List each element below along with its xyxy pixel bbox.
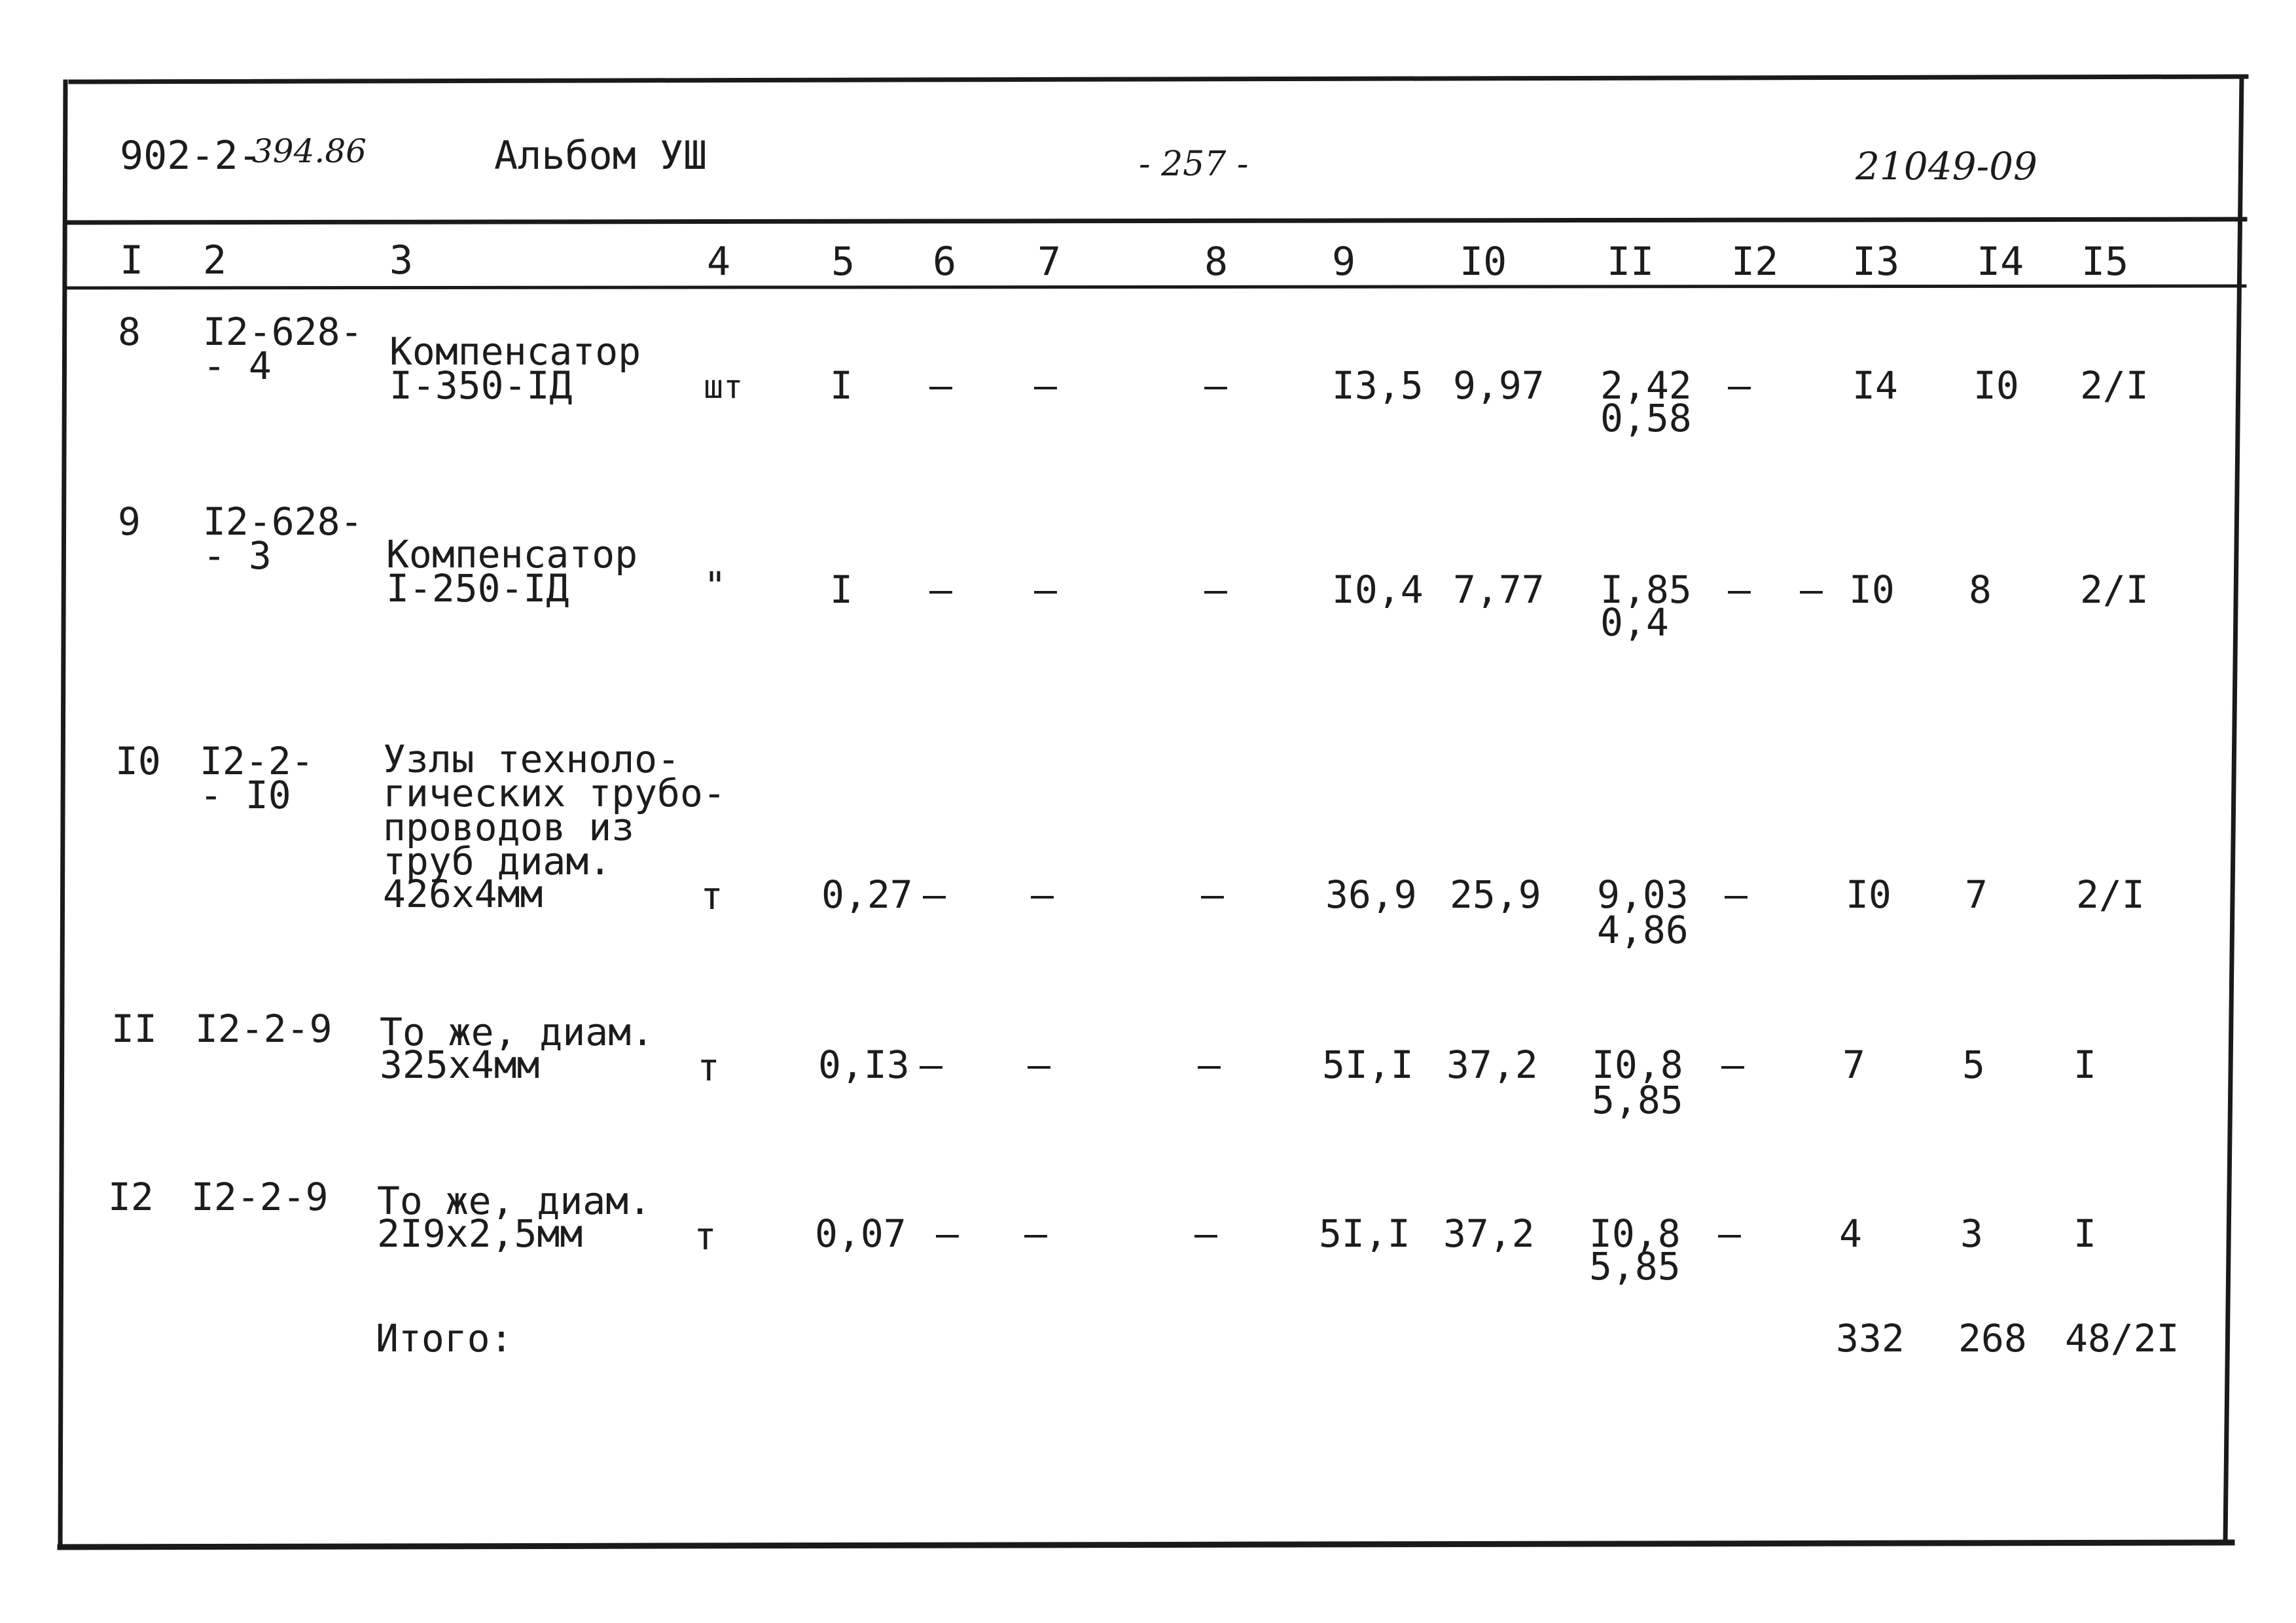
column-header: I5 bbox=[2081, 239, 2129, 285]
row-col10: 25,9 bbox=[1450, 872, 1541, 917]
row-col6: – bbox=[929, 567, 952, 612]
row-col7: – bbox=[1034, 363, 1057, 408]
row-col13: 4 bbox=[1839, 1211, 1862, 1256]
row-col5: I bbox=[830, 363, 853, 408]
row-code-line1: I2-2-9 bbox=[195, 1007, 332, 1051]
row-col9: 5I,I bbox=[1322, 1043, 1414, 1087]
row-col13: I0 bbox=[1849, 567, 1895, 612]
row-col5: I bbox=[830, 567, 853, 612]
column-header: I4 bbox=[1977, 239, 2024, 285]
row-unit: т bbox=[697, 1045, 720, 1090]
row-name-line2: I-250-IД bbox=[386, 566, 569, 611]
row-name-line1: Компенсатор bbox=[389, 329, 641, 374]
row-col10: 9,97 bbox=[1453, 363, 1545, 408]
row-col6: – bbox=[936, 1211, 959, 1256]
total-label: Итого: bbox=[376, 1316, 513, 1361]
row-col12: – bbox=[1728, 567, 1751, 612]
row-col6: – bbox=[929, 363, 952, 408]
row-number: II bbox=[111, 1007, 157, 1051]
row-code-line1: I2-628- bbox=[203, 310, 363, 354]
row-col10: 37,2 bbox=[1446, 1043, 1538, 1087]
frame-right-border bbox=[2225, 77, 2242, 1543]
row-name-line1: Узлы техноло- bbox=[383, 737, 680, 781]
column-header: 2 bbox=[203, 238, 227, 283]
series-number-handwritten: 394.86 bbox=[252, 132, 367, 170]
column-header: II bbox=[1607, 239, 1655, 285]
row-col15: 2/I bbox=[2080, 567, 2149, 612]
row-col11-line2: 0,4 bbox=[1600, 600, 1669, 645]
row-name-line1: То же, диам. bbox=[377, 1179, 652, 1223]
row-name-line1: Компенсатор bbox=[386, 532, 638, 577]
row-col5: 0,27 bbox=[821, 872, 913, 917]
row-col11-line2: 5,85 bbox=[1589, 1244, 1681, 1289]
row-name-line2: I-350-IД bbox=[389, 363, 573, 408]
row-unit: шт bbox=[704, 368, 744, 406]
total-col15: 48/2I bbox=[2065, 1316, 2179, 1361]
row-col10: 7,77 bbox=[1453, 567, 1545, 612]
row-col14: 5 bbox=[1962, 1043, 1985, 1087]
row-number: 9 bbox=[118, 499, 141, 544]
row-col12: – bbox=[1725, 872, 1748, 917]
row-col7: – bbox=[1034, 567, 1057, 612]
row-col11-line1: 9,03 bbox=[1597, 872, 1689, 917]
row-name-line2: гических трубо- bbox=[383, 771, 726, 815]
row-col14: 3 bbox=[1960, 1211, 1983, 1256]
row-col11-line1: I0,8 bbox=[1589, 1211, 1681, 1256]
total-col14: 268 bbox=[1958, 1316, 2027, 1361]
row-col10: 37,2 bbox=[1443, 1211, 1535, 1256]
column-header: 3 bbox=[389, 238, 414, 283]
row-col9: 5I,I bbox=[1319, 1211, 1410, 1256]
row-code-line1: I2-628- bbox=[203, 499, 363, 544]
album-title: Альбом УШ bbox=[494, 133, 708, 179]
row-col6: – bbox=[923, 872, 946, 917]
total-col13: 332 bbox=[1836, 1316, 1905, 1361]
row-number: I0 bbox=[115, 739, 161, 783]
row-col8: – bbox=[1204, 363, 1227, 408]
row-col5: 0,I3 bbox=[818, 1043, 910, 1087]
row-col12: – bbox=[1728, 363, 1751, 408]
page-number: - 257 - bbox=[1139, 145, 1249, 184]
frame-bottom-border bbox=[60, 1543, 2232, 1547]
document-code: 21049-09 bbox=[1856, 144, 2037, 188]
row-col9: I0,4 bbox=[1332, 567, 1424, 612]
column-header: I0 bbox=[1460, 239, 1507, 285]
row-col12: – bbox=[1718, 1211, 1741, 1256]
row-col11-line1: I,85 bbox=[1600, 567, 1692, 612]
column-header: 6 bbox=[933, 239, 957, 285]
row-unit: т bbox=[700, 874, 723, 918]
row-col8: – bbox=[1204, 567, 1227, 612]
row-col11-line1: 2,42 bbox=[1600, 363, 1692, 408]
row-col12: – bbox=[1721, 1043, 1744, 1087]
row-col5: 0,07 bbox=[815, 1211, 906, 1256]
row-col9: 36,9 bbox=[1325, 872, 1417, 917]
row-col8: – bbox=[1198, 1043, 1221, 1087]
row-name-line5: 426х4мм bbox=[383, 872, 543, 916]
row-col15: I bbox=[2073, 1211, 2096, 1256]
row-col7: – bbox=[1024, 1211, 1047, 1256]
row-col14: I0 bbox=[1973, 363, 2019, 408]
row-name-line1: То же, диам. bbox=[380, 1010, 655, 1054]
row-name-line4: труб диам. bbox=[383, 839, 612, 883]
column-header: 7 bbox=[1037, 239, 1062, 285]
row-col9: I3,5 bbox=[1332, 363, 1424, 408]
header-divider-line bbox=[65, 219, 2245, 223]
row-code-line2: - 3 bbox=[203, 533, 272, 578]
row-code-line2: - I0 bbox=[200, 773, 291, 817]
row-col11-line2: 5,85 bbox=[1592, 1078, 1683, 1122]
row-name-line3: проводов из bbox=[383, 805, 635, 849]
row-unit: " bbox=[704, 563, 726, 608]
column-header-divider-line bbox=[65, 286, 2245, 288]
series-number-prefix: 902-2- bbox=[120, 133, 262, 179]
row-col11-line2: 0,58 bbox=[1600, 396, 1692, 440]
row-col6: – bbox=[920, 1043, 942, 1087]
row-number: I2 bbox=[108, 1175, 154, 1219]
row-code-line1: I2-2-9 bbox=[191, 1175, 329, 1219]
row-col11-line1: I0,8 bbox=[1592, 1043, 1683, 1087]
column-header: 5 bbox=[831, 239, 855, 285]
column-header: I2 bbox=[1731, 239, 1779, 285]
frame-top-border bbox=[71, 77, 2246, 82]
row-col7: – bbox=[1031, 872, 1054, 917]
row-col8: – bbox=[1201, 872, 1224, 917]
row-col15: I bbox=[2073, 1043, 2096, 1087]
column-header: I3 bbox=[1852, 239, 1900, 285]
row-number: 8 bbox=[118, 310, 141, 354]
row-name-line2: 325х4мм bbox=[380, 1043, 540, 1087]
frame-left-border bbox=[60, 82, 65, 1547]
row-code-line1: I2-2- bbox=[200, 739, 314, 783]
column-header: 8 bbox=[1204, 239, 1229, 285]
row-col15: 2/I bbox=[2076, 872, 2145, 917]
column-header: I bbox=[120, 238, 144, 283]
row-name-line2: 2I9х2,5мм bbox=[377, 1211, 583, 1256]
row-col13: 7 bbox=[1842, 1043, 1865, 1087]
row-col8: – bbox=[1194, 1211, 1217, 1256]
row-code-line2: - 4 bbox=[203, 344, 272, 388]
row-col15: 2/I bbox=[2080, 363, 2149, 408]
row-unit: т bbox=[694, 1214, 717, 1258]
row-col13: I0 bbox=[1846, 872, 1892, 917]
row-col14: 8 bbox=[1969, 567, 1992, 612]
row-col12-extra-dash: – bbox=[1800, 567, 1823, 612]
column-header: 4 bbox=[707, 239, 731, 285]
row-col13: I4 bbox=[1852, 363, 1898, 408]
row-col11-line2: 4,86 bbox=[1597, 908, 1689, 952]
column-header: 9 bbox=[1332, 239, 1356, 285]
row-col14: 7 bbox=[1965, 872, 1988, 917]
row-col7: – bbox=[1028, 1043, 1050, 1087]
